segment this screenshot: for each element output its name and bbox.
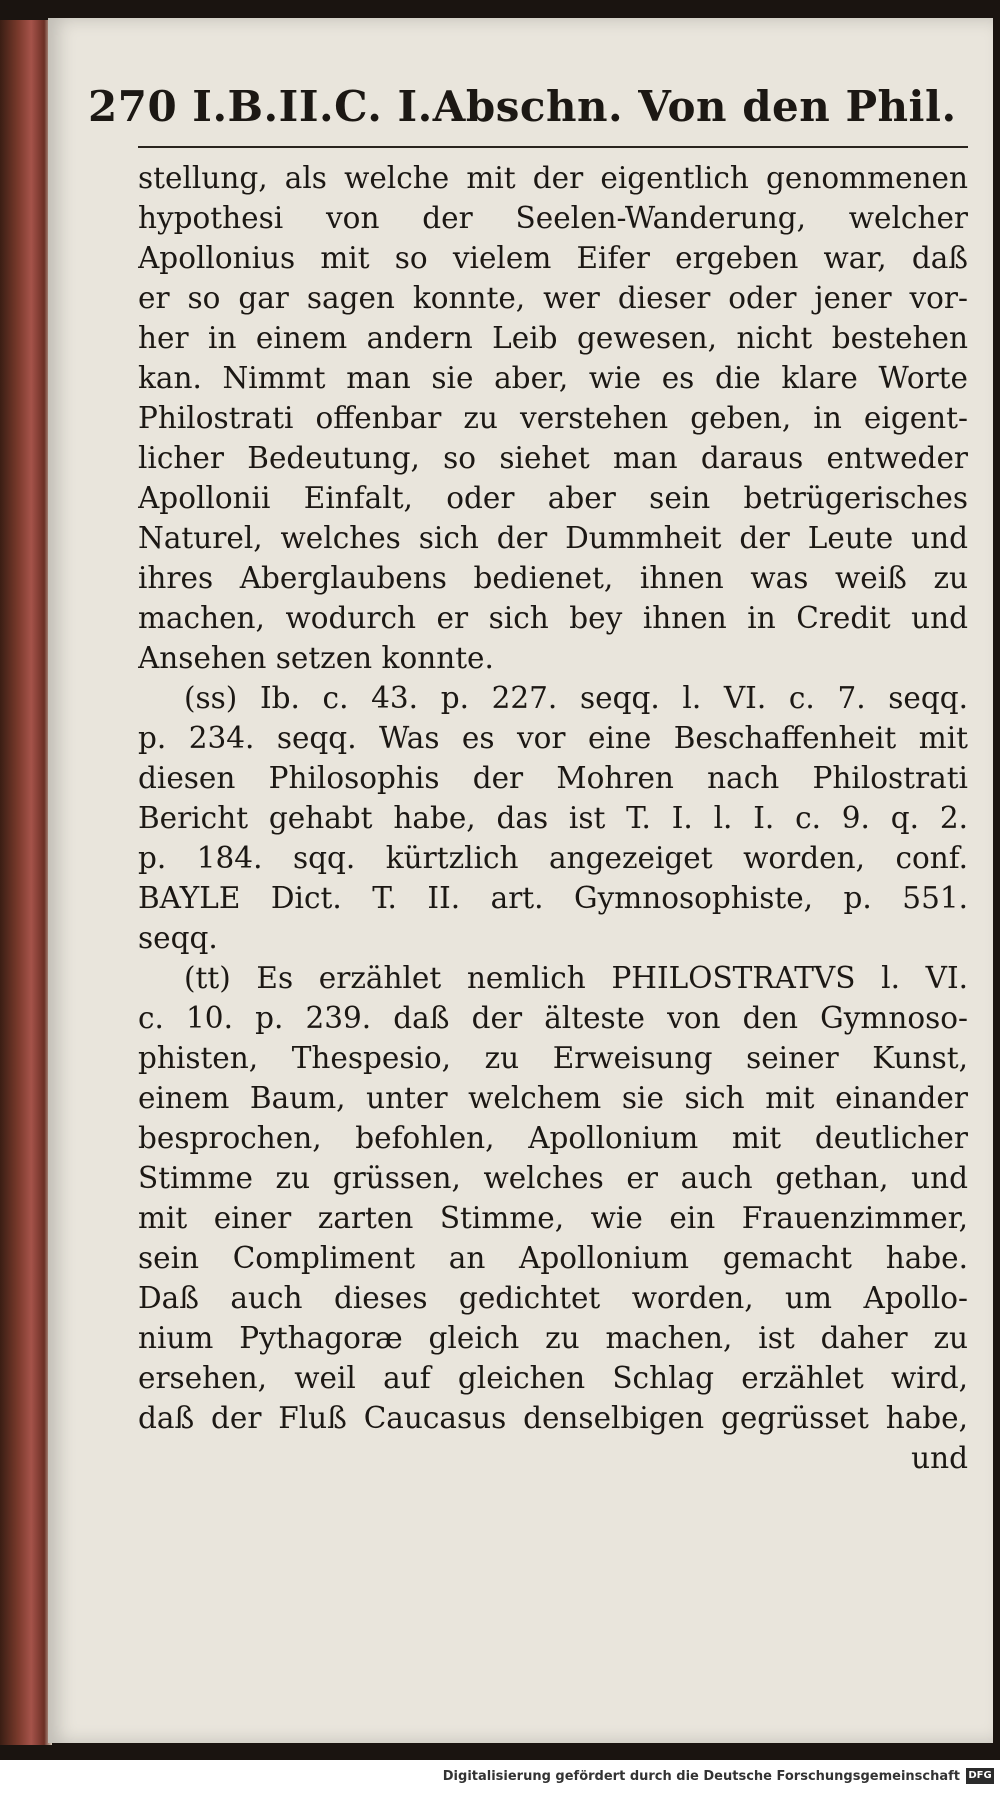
footnote-line: einem Baum, unter welchem sie sich mit einander xyxy=(138,1081,968,1115)
page-body xyxy=(138,158,968,1478)
text-line: Philostrati offenbar zu verstehen geben, in eigent- xyxy=(138,401,968,435)
digitization-footer xyxy=(0,1760,1000,1795)
footnote-line: Bericht gehabt habe, das ist T. I. l. I. c. 9. q. 2. xyxy=(138,801,968,835)
footnote-line: besprochen, befohlen, Apollonium mit deutlicher xyxy=(138,1121,968,1155)
text-line: Ansehen setzen konnte. xyxy=(138,641,494,675)
text-line: stellung, als welche mit der eigentlich genommenen xyxy=(138,161,968,195)
footnote-line: nium Pythagoræ gleich zu machen, ist daher zu xyxy=(138,1321,968,1355)
dfg-logo-icon: DFG xyxy=(966,1768,994,1784)
footnote-line: p. 234. seqq. Was es vor eine Beschaffenheit mit xyxy=(138,721,968,755)
book-spine xyxy=(0,20,52,1745)
footnote-line: mit einer zarten Stimme, wie ein Frauenzimmer, xyxy=(138,1201,968,1235)
footnote-line: (tt) Es erzählet nemlich PHILOSTRATVS l. VI. xyxy=(184,961,968,995)
text-line: licher Bedeutung, so siehet man daraus entweder xyxy=(138,441,968,475)
text-line: kan. Nimmt man sie aber, wie es die klare Worte xyxy=(138,361,968,395)
footnote-line: p. 184. sqq. kürtzlich angezeiget worden, conf. xyxy=(138,841,968,875)
footnote-line: BAYLE Dict. T. II. art. Gymnosophiste, p. 551. xyxy=(138,881,968,915)
footnote-line: Daß auch dieses gedichtet worden, um Apollo- xyxy=(138,1281,968,1315)
catchword: und xyxy=(911,1441,968,1475)
footnote-line: ersehen, weil auf gleichen Schlag erzählet wird, xyxy=(138,1361,968,1395)
running-header: 270 I.B.II.C. I.Abschn. Von den Phil. xyxy=(88,82,957,131)
footnote-line: c. 10. p. 239. daß der älteste von den Gymnoso- xyxy=(138,1001,968,1035)
footnote-line: diesen Philosophis der Mohren nach Philostrati xyxy=(138,761,968,795)
text-line: her in einem andern Leib gewesen, nicht bestehen xyxy=(138,321,968,355)
text-line: Apollonius mit so vielem Eifer ergeben war, daß xyxy=(138,241,968,275)
footnote-line: Stimme zu grüssen, welches er auch gethan, und xyxy=(138,1161,968,1195)
text-line: Naturel, welches sich der Dummheit der Leute und xyxy=(138,521,968,555)
footnote-line: sein Compliment an Apollonium gemacht habe. xyxy=(138,1241,968,1275)
text-line: hypothesi von der Seelen-Wanderung, welcher xyxy=(138,201,968,235)
funding-credit: Digitalisierung gefördert durch die Deutsche Forschungsgemeinschaft xyxy=(442,1769,960,1784)
footnote-line: seqq. xyxy=(138,921,218,955)
header-rule xyxy=(138,146,968,148)
text-line: er so gar sagen konnte, wer dieser oder jener vor- xyxy=(138,281,968,315)
text-line: ihres Aberglaubens bedienet, ihnen was weiß zu xyxy=(138,561,968,595)
text-line: Apollonii Einfalt, oder aber sein betrügerisches xyxy=(138,481,968,515)
footnote-line: (ss) Ib. c. 43. p. 227. seqq. l. VI. c. 7. seqq. xyxy=(184,681,968,715)
footnote-line: daß der Fluß Caucasus denselbigen gegrüsset habe, xyxy=(138,1401,968,1435)
footnote-line: phisten, Thespesio, zu Erweisung seiner Kunst, xyxy=(138,1041,968,1075)
text-line: machen, wodurch er sich bey ihnen in Credit und xyxy=(138,601,968,635)
